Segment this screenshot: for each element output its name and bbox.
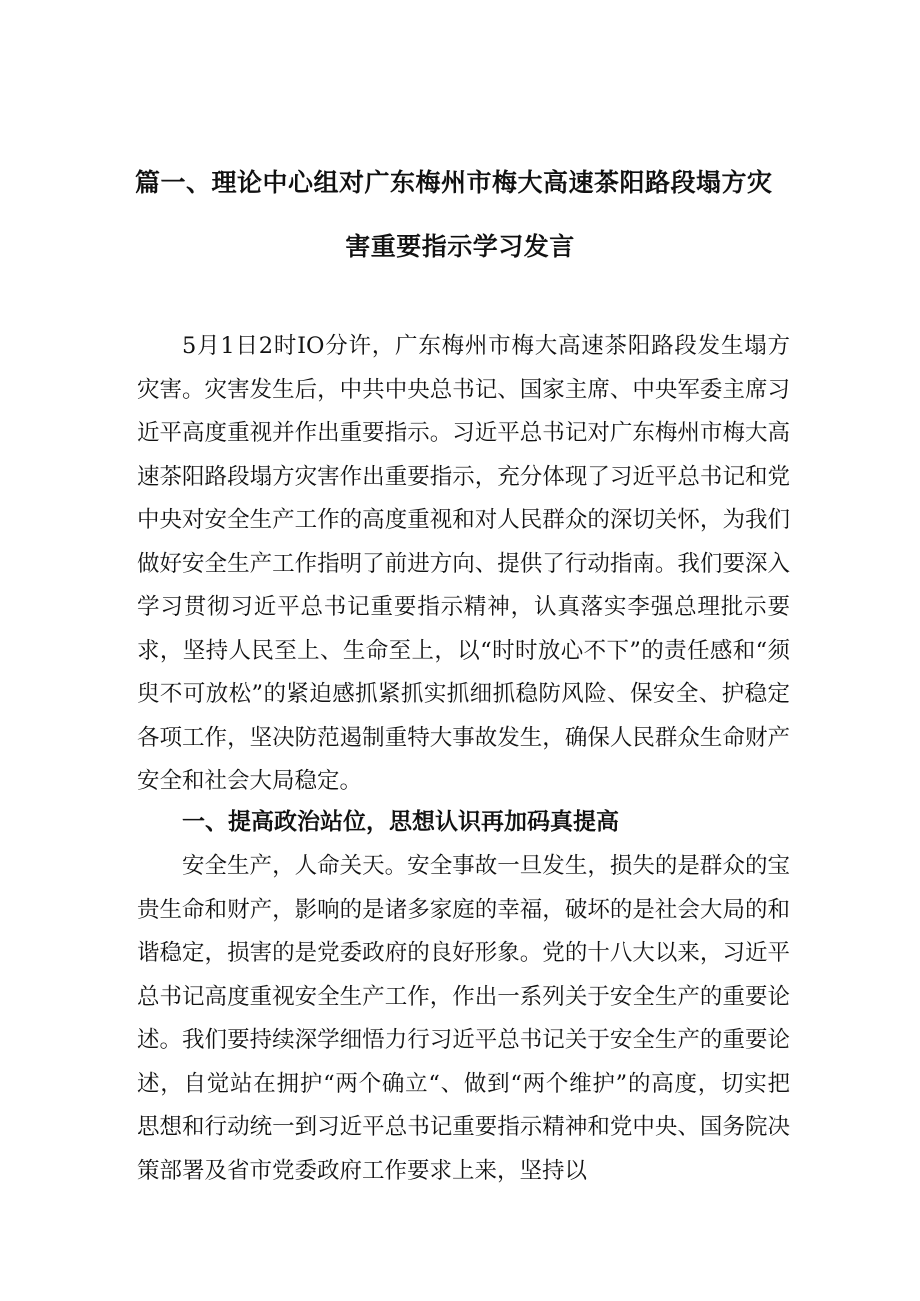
paragraph-section-1: 安全生产，人命关天。安全事故一旦发生，损失的是群众的宝贵生命和财产，影响的是诸多家庭的幸福，破坏的是社会大局的和谐稳定，损害的是党委政府的良好形象。党的十八大以来，习近平总书记高度重视安全生产工作，作出一系列关于安全生产的重要论述。我们要持续深学细悟力行习近平总书记关于安全生产的重要论述，自觉站在拥护“两个确立“、做到“两个维护”的高度，切实把思想和行动统一到习近平总书记重要指示精神和党中央、国务院决策部署及省市党委政府工作要求上来，坚持以 bbox=[137, 853, 790, 1184]
document-title-line-1: 篇一、理论中心组对广东梅州市梅大高速茶阳路段塌方灾 bbox=[135, 168, 773, 197]
document-title-line-2: 害重要指示学习发言 bbox=[345, 232, 575, 261]
section-heading-1: 一、提高政治站位，思想认识再加码真提高 bbox=[182, 809, 619, 835]
paragraph-intro: 5月1日2时IO分许，广东梅州市梅大高速茶阳路段发生塌方灾害。灾害发生后，中共中央总书记、国家主席、中央军委主席习近平高度重视并作出重要指示。习近平总书记对广东梅州市梅大高速茶阳路段塌方灾害作出重要指示，充分体现了习近平总书记和党中央对安全生产工作的高度重视和对人民群众的深切关怀，为我们做好安全生产工作指明了前进方向、提供了行动指南。我们要深入学习贯彻习近平总书记重要指示精神，认真落实李强总理批示要求，坚持人民至上、生命至上，以“时时放心不下”的责任感和“须臾不可放松”的紧迫感抓紧抓实抓细抓稳防风险、保安全、护稳定各项工作，坚决防范遏制重特大事故发生，确保人民群众生命财产安全和社会大局稳定。 bbox=[137, 333, 790, 794]
